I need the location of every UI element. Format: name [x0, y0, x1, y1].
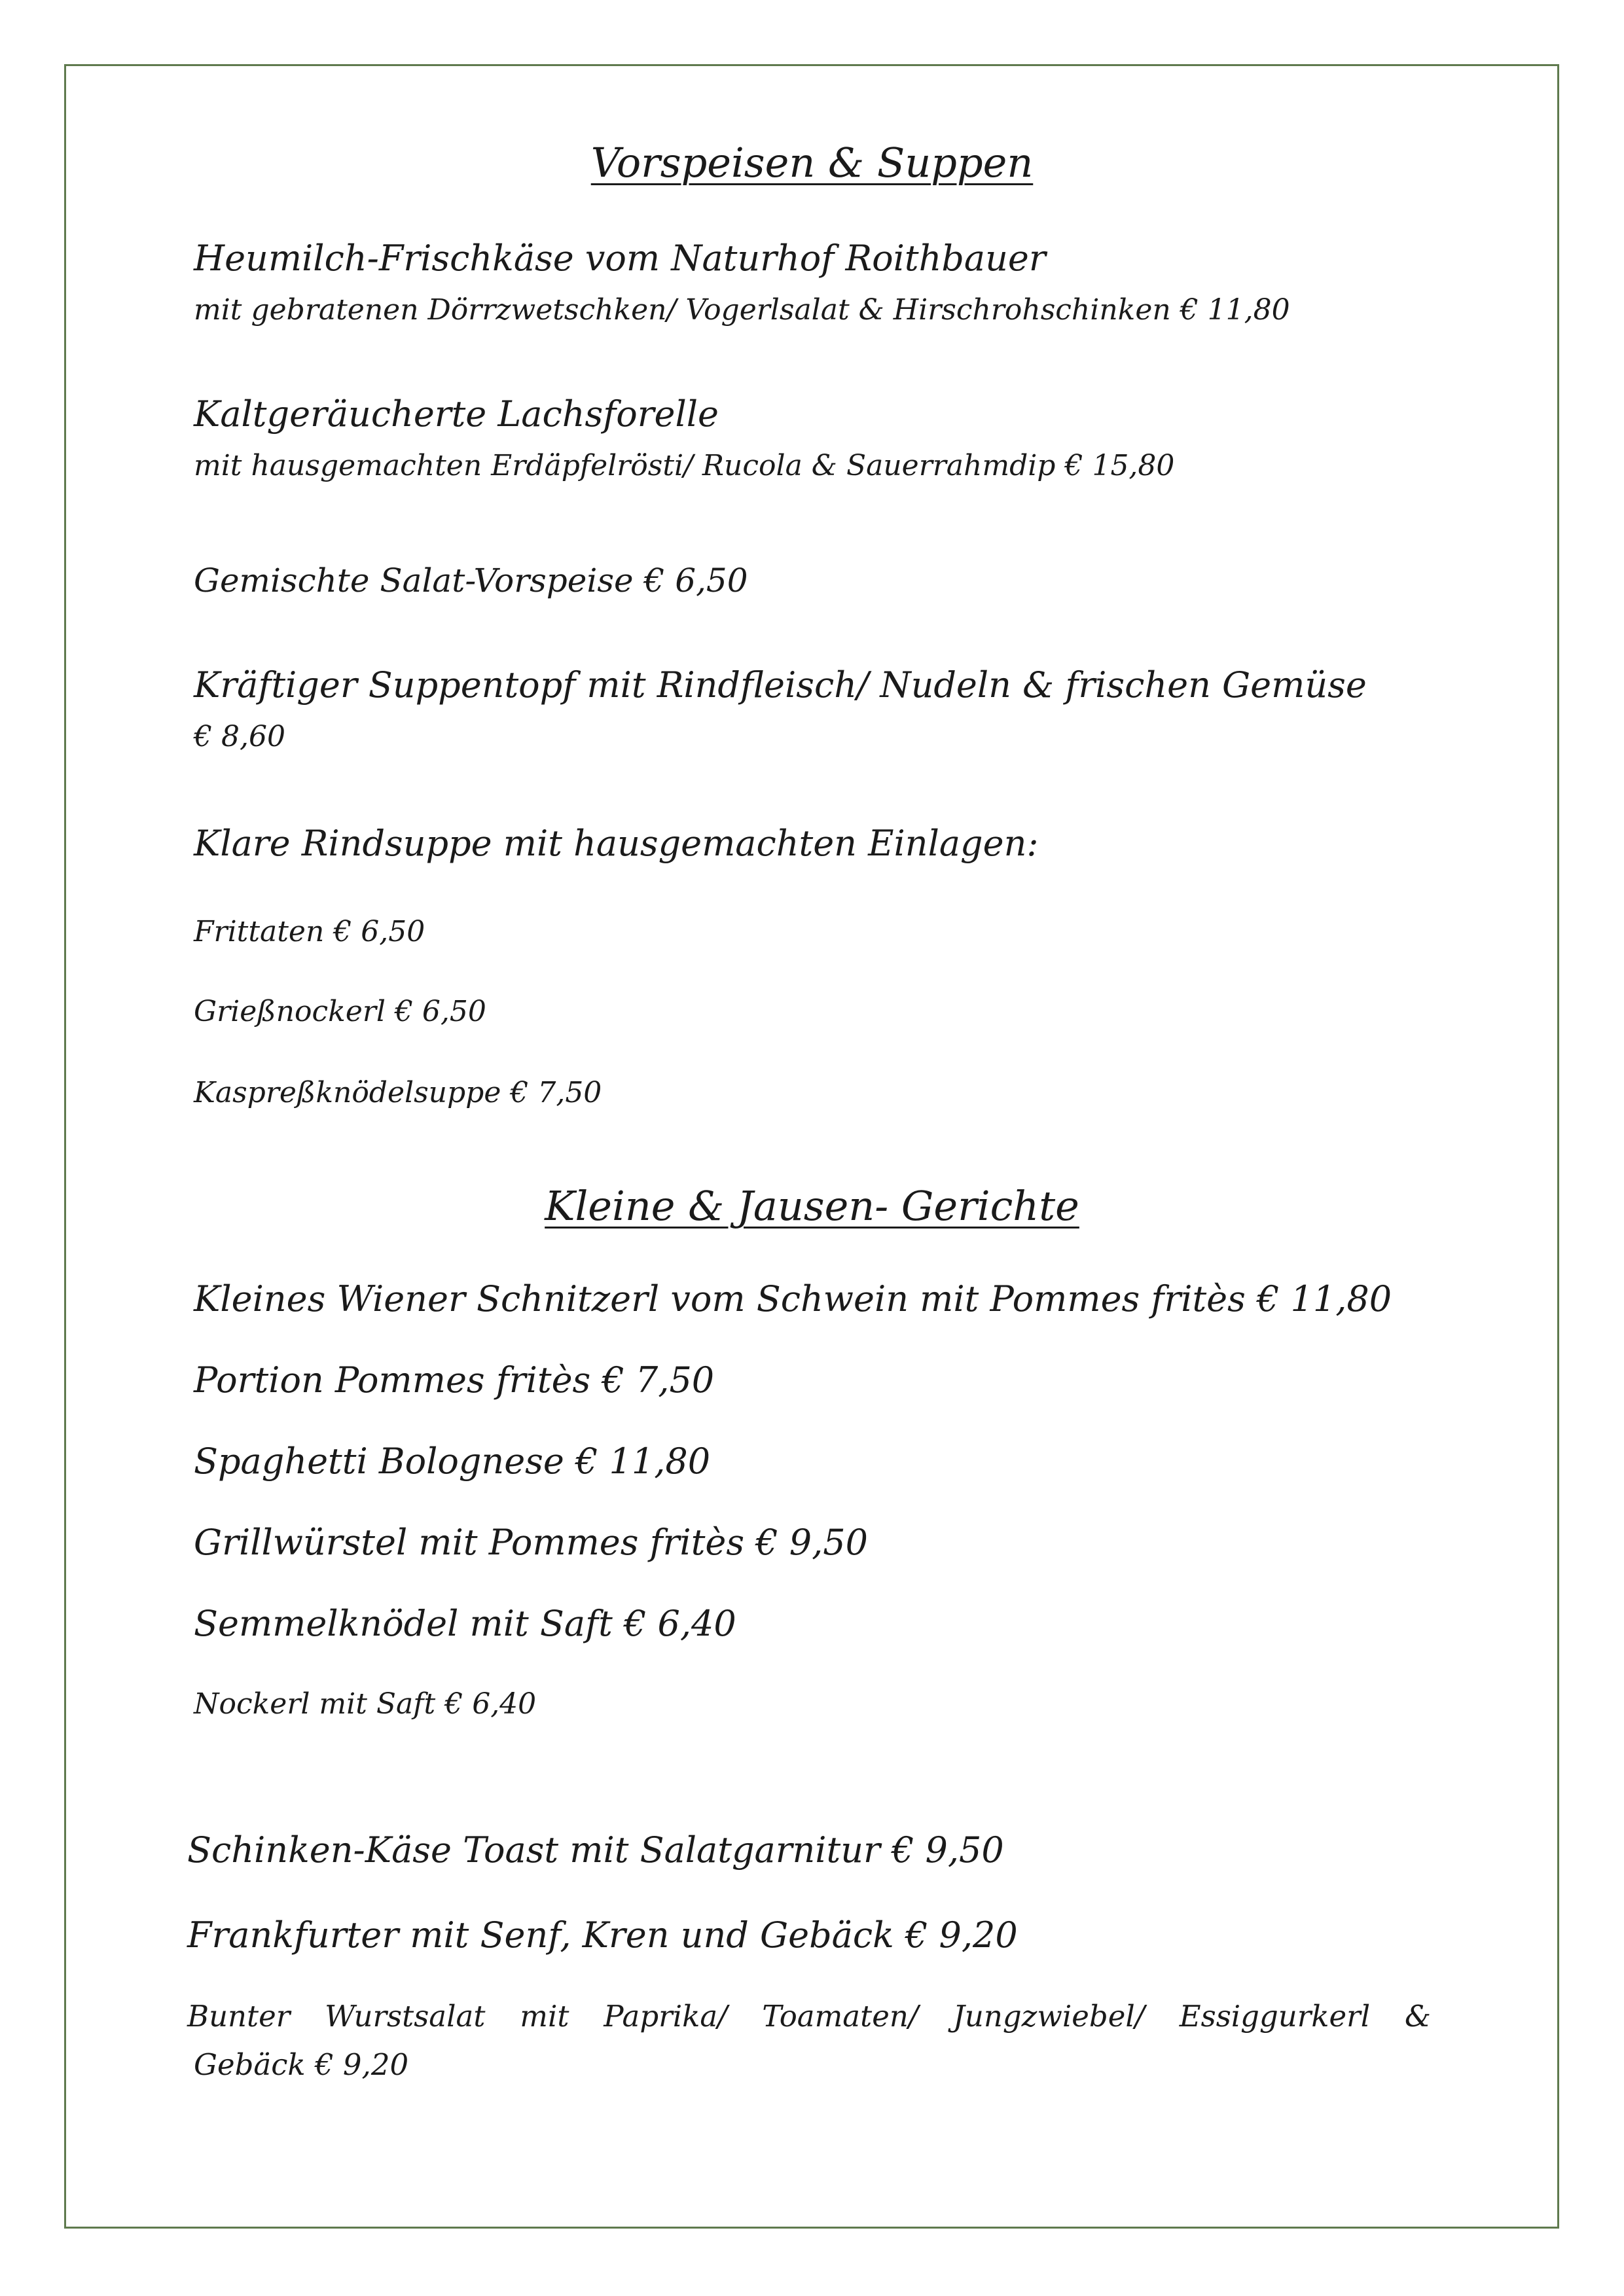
menu-item-detail: mit hausgemachten Erdäpfelrösti/ Rucola & Sauerrahmdip € 15,80: [194, 449, 1175, 482]
menu-item-title: Kleines Wiener Schnitzerl vom Schwein mit Pommes fritès € 11,80: [194, 1278, 1392, 1319]
menu-item-title: Portion Pommes fritès € 7,50: [194, 1359, 715, 1401]
menu-item-title: Heumilch-Frischkäse vom Naturhof Roithbauer: [194, 238, 1046, 279]
menu-item-title: Kräftiger Suppentopf mit Rindfleisch/ Nudeln & frischen Gemüse: [194, 664, 1367, 706]
menu-item-detail: mit gebratenen Dörrzwetschken/ Vogerlsalat & Hirschrohschinken € 11,80: [194, 293, 1290, 327]
menu-item-title: Schinken-Käse Toast mit Salatgarnitur € 9,50: [187, 1829, 1004, 1871]
menu-item-title: Semmelknödel mit Saft € 6,40: [194, 1603, 736, 1644]
menu-item-title: Bunter Wurstsalat mit Paprika/ Toamaten/ Jungzwiebel/ Essiggurkerl &: [187, 1999, 1431, 2034]
menu-item-title: Nockerl mit Saft € 6,40: [194, 1687, 537, 1721]
section-heading-jausen: Kleine & Jausen- Gerichte: [545, 1182, 1079, 1230]
menu-item-title: Grießnockerl € 6,50: [194, 995, 486, 1028]
menu-item-title: Gemischte Salat-Vorspeise € 6,50: [194, 562, 748, 600]
menu-item-title: Grillwürstel mit Pommes fritès € 9,50: [194, 1522, 868, 1563]
menu-item-detail: Gebäck € 9,20: [194, 2047, 409, 2082]
menu-item-title: Spaghetti Bolognese € 11,80: [194, 1441, 711, 1482]
menu-item-title: Kaspreßknödelsuppe € 7,50: [194, 1076, 602, 1109]
section-heading-vorspeisen: Vorspeisen & Suppen: [590, 139, 1034, 187]
menu-item-title: Kaltgeräucherte Lachsforelle: [194, 393, 719, 435]
menu-item-detail: € 8,60: [194, 720, 285, 753]
menu-item-title: Klare Rindsuppe mit hausgemachten Einlagen:: [194, 823, 1039, 864]
page-border: [64, 64, 1559, 2229]
menu-item-title: Frankfurter mit Senf, Kren und Gebäck € 9,20: [187, 1914, 1018, 1956]
menu-item-title: Frittaten € 6,50: [194, 915, 425, 948]
